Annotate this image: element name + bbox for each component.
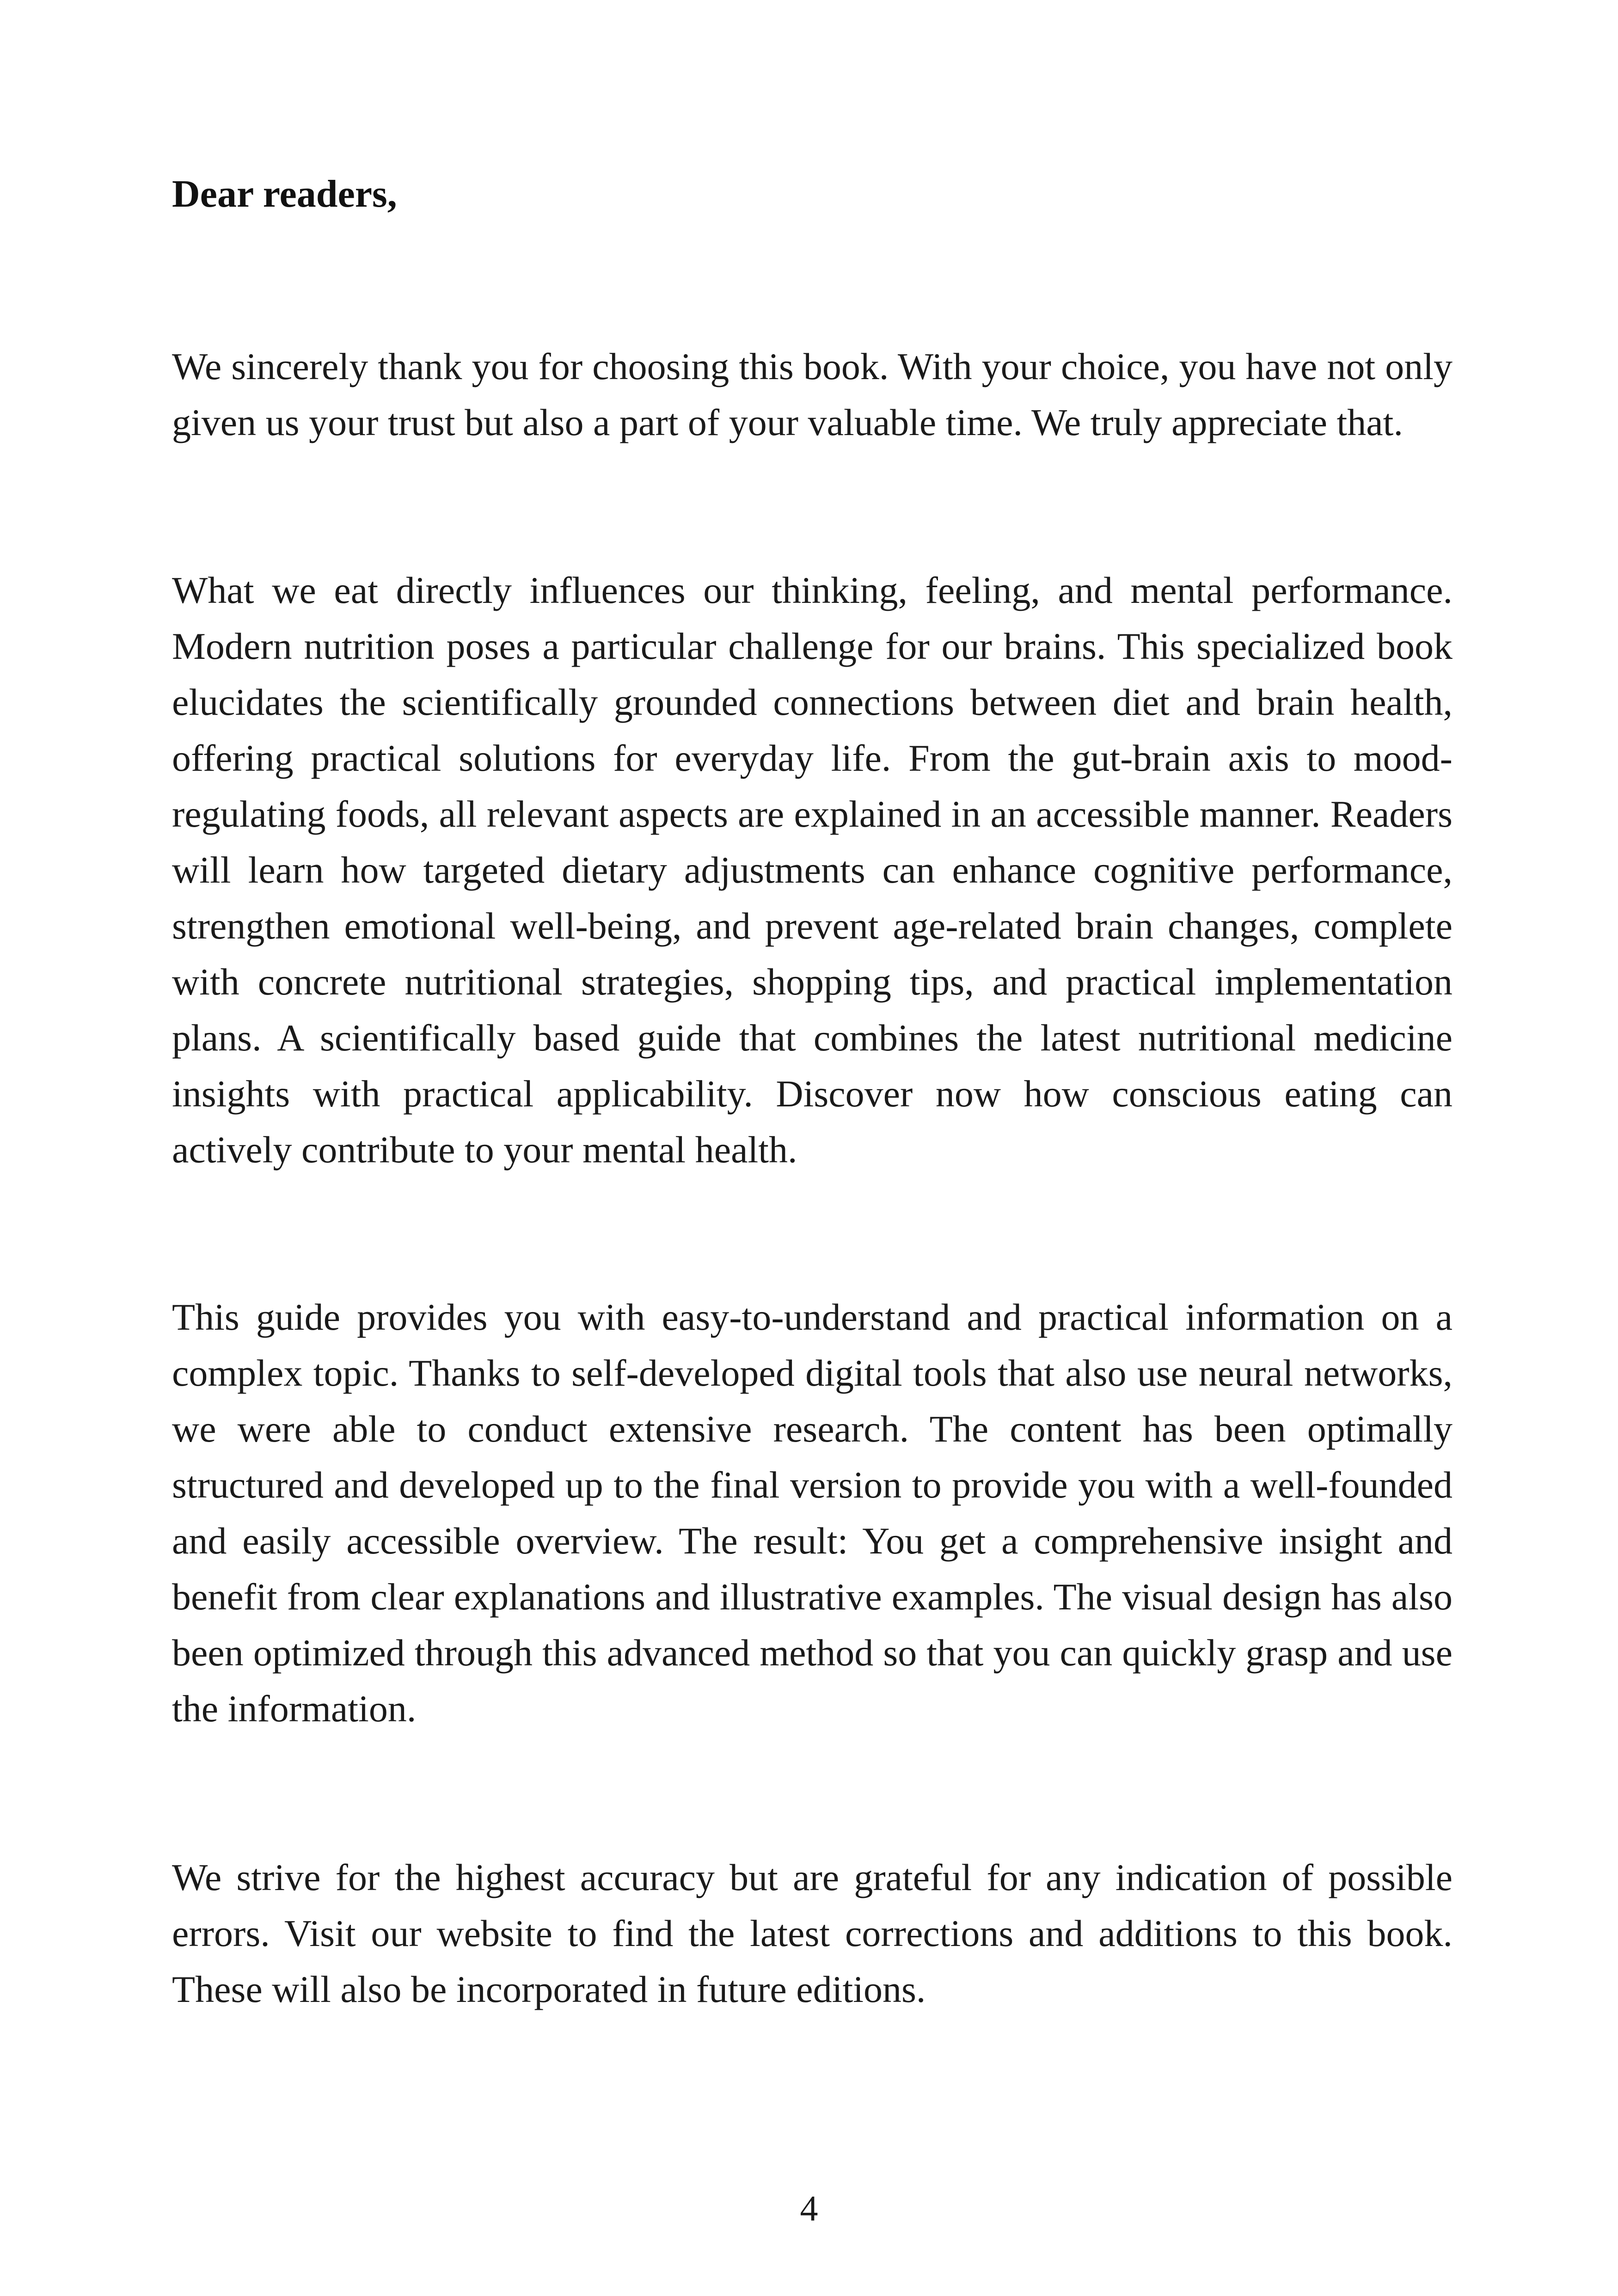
paragraph-errors-website: We strive for the highest accuracy but are grateful for any indication of possible errors. Visit our website to find the latest corrections and additions to this book. These will also be incorporated in future editions. bbox=[172, 1856, 1453, 2010]
paragraph-book-summary: What we eat directly influences our thinking, feeling, and mental performance. Modern nutrition poses a particular challenge for our brains. This specialized book elucidates the scientifically grounded connections between diet and brain health, offering practical solutions for everyday life. From the gut-brain axis to mood-regulating foods, all relevant aspects are explained in an accessible manner. Readers will learn how targeted dietary adjustments can enhance cognitive performance, strengthen emotional well-being, and prevent age-related brain changes, complete with concrete nutritional strategies, shopping tips, and practical implementation plans. A scientifically based guide that combines the latest nutritional medicine insights with practical applicability. Discover now how conscious eating can actively contribute to your mental health. bbox=[172, 569, 1453, 1171]
salutation-heading: Dear readers, bbox=[172, 172, 397, 215]
paragraph-thanks: We sincerely thank you for choosing this book. With your choice, you have not only given us your trust but also a part of your valuable time. We truly appreciate that. bbox=[172, 345, 1453, 443]
paragraph-guide-method: This guide provides you with easy-to-understand and practical information on a complex topic. Thanks to self-developed digital tools that also use neural networks, we were able to conduct extensive research. The content has been optimally structured and developed up to the final version to provide you with a well-founded and easily accessible overview. The result: You get a comprehensive insight and benefit from clear explanations and illustrative examples. The visual design has also been optimized through this advanced method so that you can quickly grasp and use the information. bbox=[172, 1296, 1453, 1730]
page-number: 4 bbox=[800, 2188, 818, 2228]
